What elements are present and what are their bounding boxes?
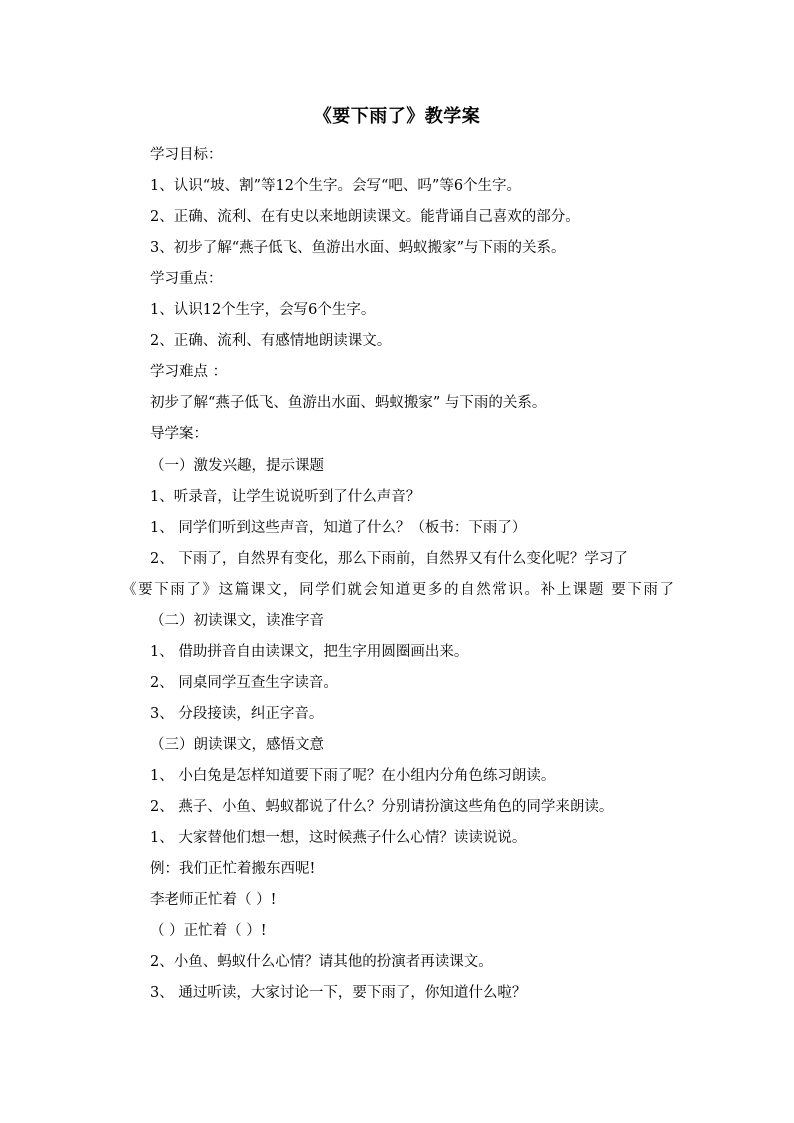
example-line: （ ）正忙着（ ）! <box>150 923 267 939</box>
section-heading-2: （二）初读课文，读准字音 <box>150 613 324 629</box>
difficulty-item: 初步了解“燕子低飞、鱼游出水面、蚂蚁搬家” 与下雨的关系。 <box>150 395 547 411</box>
heading-key-points: 学习重点： <box>150 271 223 287</box>
step-item: 1、 借助拼音自由读课文，把生字用圆圈画出来。 <box>150 644 469 660</box>
step-item: 1、 同学们听到这些声音，知道了什么？（板书：下雨了） <box>150 520 527 536</box>
step-item: 1、 小白兔是怎样知道要下雨了呢？在小组内分角色练习朗读。 <box>150 768 556 784</box>
example-line: 例：我们正忙着搬东西呢! <box>150 861 316 877</box>
goal-item-1: 1、认识“坡、割”等12个生字。会写“吧、吗”等6个生字。 <box>150 178 522 194</box>
step-item: 2、小鱼、蚂蚁什么心情？请其他的扮演者再读课文。 <box>150 954 493 970</box>
heading-learning-goals: 学习目标： <box>150 147 223 163</box>
section-heading-3: （三）朗读课文，感悟文意 <box>150 737 324 753</box>
section-heading-1: （一）激发兴趣，提示课题 <box>150 458 324 474</box>
key-point-1: 1、认识12个生字，会写6个生字。 <box>150 302 376 318</box>
document-title: 《要下雨了》教学案 <box>313 106 481 127</box>
step-item: 2、 下雨了，自然界有变化，那么下雨前，自然界又有什么变化呢？学习了 <box>150 551 628 567</box>
example-line: 李老师正忙着（ ）! <box>150 892 277 908</box>
goal-item-2: 2、正确、流利、在有史以来地朗读课文。能背诵自己喜欢的部分。 <box>150 209 580 225</box>
step-item: 1、听录音，让学生说说听到了什么声音？ <box>150 489 421 505</box>
step-item-continuation: 《要下雨了》这篇课文，同学们就会知道更多的自然常识。补上课题 要下雨了 <box>122 582 674 598</box>
step-item: 1、 大家替他们想一想，这时候燕子什么心情？读读说说。 <box>150 830 527 846</box>
goal-item-3: 3、初步了解“燕子低飞、鱼游出水面、蚂蚁搬家”与下雨的关系。 <box>150 240 566 256</box>
heading-difficulties: 学习难点 ： <box>150 364 228 380</box>
step-item: 2、 燕子、小鱼、蚂蚁都说了什么？分别请扮演这些角色的同学来朗读。 <box>150 799 614 815</box>
step-item: 2、 同桌同学互查生字读音。 <box>150 675 338 691</box>
step-item: 3、 分段接读，纠正字音。 <box>150 706 324 722</box>
key-point-2: 2、正确、流利、有感情地朗读课文。 <box>150 333 392 349</box>
step-item: 3、 通过听读，大家讨论一下，要下雨了，你知道什么啦？ <box>150 985 527 1001</box>
heading-study-plan: 导学案： <box>150 426 208 442</box>
